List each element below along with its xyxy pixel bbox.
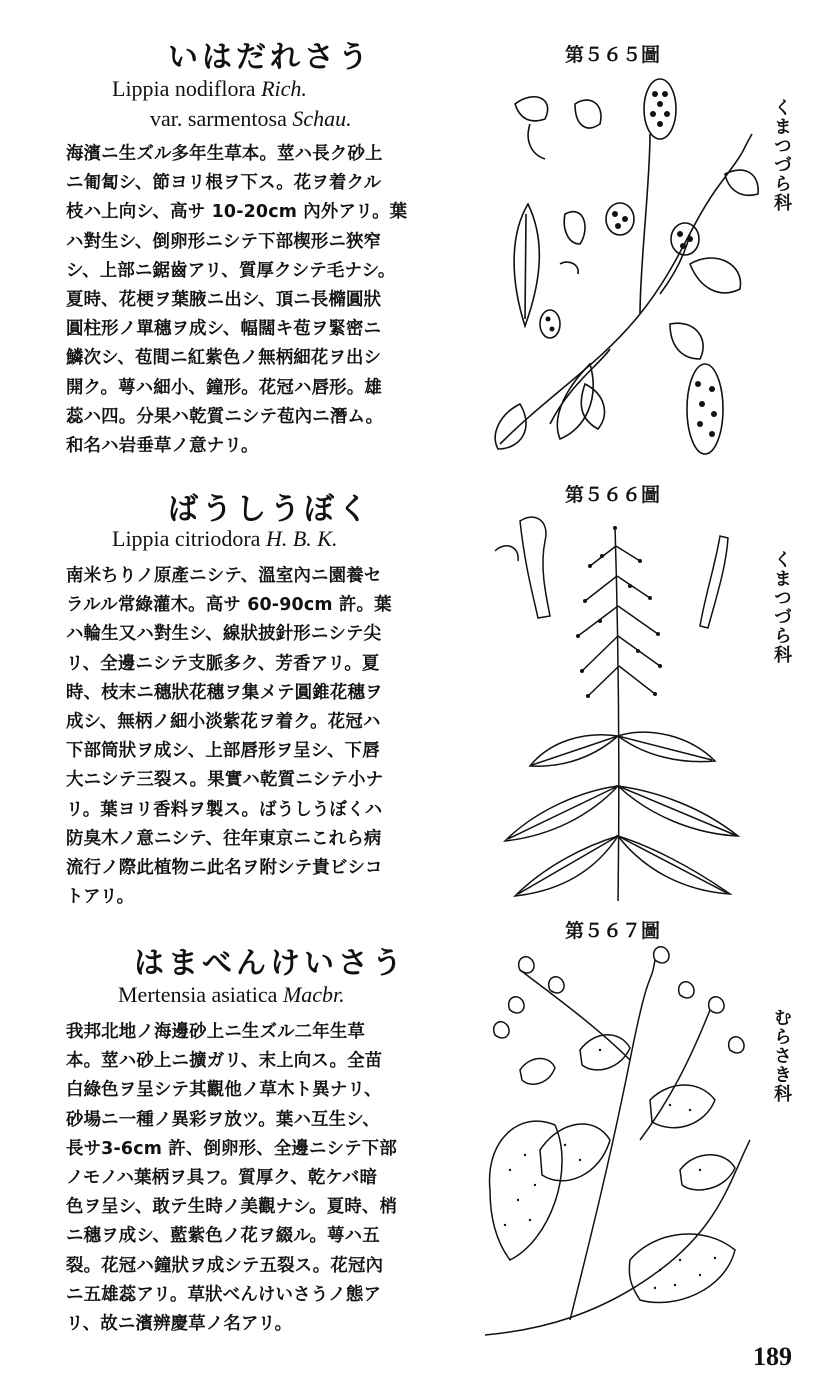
text-line: 夏時、花梗ヲ葉腋ニ出シ、頂ニ長橢圓狀 xyxy=(66,290,382,311)
text-line: ノモノハ葉柄ヲ具フ。質厚ク、乾ケバ暗 xyxy=(66,1168,378,1189)
scientific-name xyxy=(112,76,307,102)
entry-lippia-nodiflora xyxy=(0,0,840,470)
family-label: くまつづら科 xyxy=(771,98,792,212)
text-line: リ。葉ヨリ香料ヲ製ス。ばうしうぼくハ xyxy=(66,799,383,820)
text-line: ニ五雄蕊アリ。草狀べんけいさうノ態ア xyxy=(66,1284,382,1305)
text-line: 長サ3-6cm 許、倒卵形、全邊ニシテ下部 xyxy=(66,1138,397,1159)
text-line: 我邦北地ノ海邊砂上ニ生ズル二年生草 xyxy=(66,1022,366,1042)
author-name: Rich. xyxy=(261,76,307,101)
text-line: 鱗次シ、苞間ニ紅紫色ノ無柄細花ヲ出シ xyxy=(66,348,382,369)
text-line: シ、上部ニ鋸齒アリ、質厚クシテ毛ナシ。 xyxy=(66,260,396,281)
text-line: 本。莖ハ砂上ニ擴ガリ、末上向ス。全苗 xyxy=(66,1051,383,1072)
text-line: ラルル常綠灌木。高サ 60-90cm 許。葉 xyxy=(66,595,392,616)
text-line: リ、故ニ濱辨慶草ノ名アリ。 xyxy=(66,1314,293,1335)
figure-label: 第５６５圖 xyxy=(565,44,661,66)
mertensia-asiatica-illustration xyxy=(480,940,765,1350)
text-line: リ、全邊ニシテ支脈多ク、芳香アリ。夏 xyxy=(66,653,380,674)
variety-name xyxy=(150,106,352,132)
text-line: ニ匍匐シ、節ヨリ根ヲ下ス。花ヲ着クル xyxy=(66,173,382,194)
text-line: トアリ。 xyxy=(66,887,135,908)
scientific-name xyxy=(118,982,345,1008)
entry-title-jp: いはだれさう xyxy=(168,40,372,75)
text-line: 大ニシテ三裂ス。果實ハ乾質ニシテ小ナ xyxy=(66,770,384,791)
entry-title-jp: はまべんけいさう xyxy=(134,946,406,981)
scientific-name xyxy=(112,526,337,552)
text-line: 和名ハ岩垂草ノ意ナリ。 xyxy=(66,436,259,457)
text-line: 蕊ハ四。分果ハ乾質ニシテ苞內ニ潛ム。 xyxy=(66,406,384,427)
text-line: 圓柱形ノ單穗ヲ成シ、幅闊キ苞ヲ緊密ニ xyxy=(66,319,382,340)
variety-label: var. sarmentosa xyxy=(150,106,287,131)
lippia-nodiflora-illustration xyxy=(490,64,765,464)
text-line: ニ穗ヲ成シ、藍紫色ノ花ヲ綴ル。萼ハ五 xyxy=(66,1226,380,1247)
text-line: 下部筒狀ヲ成シ、上部唇形ヲ呈シ、下唇 xyxy=(66,741,380,762)
species-name: Mertensia asiatica xyxy=(118,982,278,1007)
text-line: 時、枝末ニ穗狀花穗ヲ集メテ圓錐花穗ヲ xyxy=(66,682,383,703)
species-name: Lippia citriodora xyxy=(112,526,261,551)
entry-mertensia-asiatica xyxy=(0,910,840,1400)
entry-title-jp: ばうしうぼく xyxy=(168,492,372,527)
lippia-citriodora-illustration xyxy=(490,506,745,906)
family-label: くまつづら科 xyxy=(771,550,792,664)
figure-label: 第５６７圖 xyxy=(565,920,661,942)
text-line: 成シ、無柄ノ細小淡紫花ヲ着ク。花冠ハ xyxy=(66,712,381,733)
species-name: Lippia nodiflora xyxy=(112,76,256,101)
text-line: 開ク。萼ハ細小、鐘形。花冠ハ唇形。雄 xyxy=(66,377,382,398)
text-line: ハ輪生又ハ對生シ、線狀披針形ニシテ尖 xyxy=(66,624,382,645)
description-text xyxy=(66,1018,476,1339)
text-line: 裂。花冠ハ鐘狀ヲ成シテ五裂ス。花冠內 xyxy=(66,1255,384,1276)
text-line: 枝ハ上向シ、高サ 10-20cm 內外アリ。葉 xyxy=(66,202,408,223)
description-text xyxy=(66,140,476,461)
text-line: 砂場ニ一種ノ異彩ヲ放ツ。葉ハ互生シ、 xyxy=(66,1109,381,1130)
text-line: 海濱ニ生ズル多年生草本。莖ハ長ク砂上 xyxy=(66,144,383,164)
text-line: 白綠色ヲ呈シテ其觀他ノ草木ト異ナリ、 xyxy=(66,1080,382,1101)
author-name: H. B. K. xyxy=(265,526,338,551)
text-line: 色ヲ呈シ、敢テ生時ノ美觀ナシ。夏時、梢 xyxy=(66,1197,398,1218)
entry-lippia-citriodora xyxy=(0,470,840,910)
page-number: 189 xyxy=(753,1342,792,1371)
author-name: Macbr. xyxy=(282,982,345,1007)
variety-author: Schau. xyxy=(292,106,352,131)
description-text xyxy=(66,562,476,912)
text-line: ハ對生シ、倒卵形ニシテ下部楔形ニ狹窄 xyxy=(66,231,382,252)
figure-label: 第５６６圖 xyxy=(565,484,661,506)
text-line: 流行ノ際此植物ニ此名ヲ附シテ貴ビシコ xyxy=(66,858,383,879)
family-label: むらさき科 xyxy=(771,1008,792,1103)
text-line: 南米ちりノ原產ニシテ、溫室內ニ園養セ xyxy=(66,566,382,586)
text-line: 防臭木ノ意ニシテ、往年東京ニこれら病 xyxy=(66,828,382,849)
